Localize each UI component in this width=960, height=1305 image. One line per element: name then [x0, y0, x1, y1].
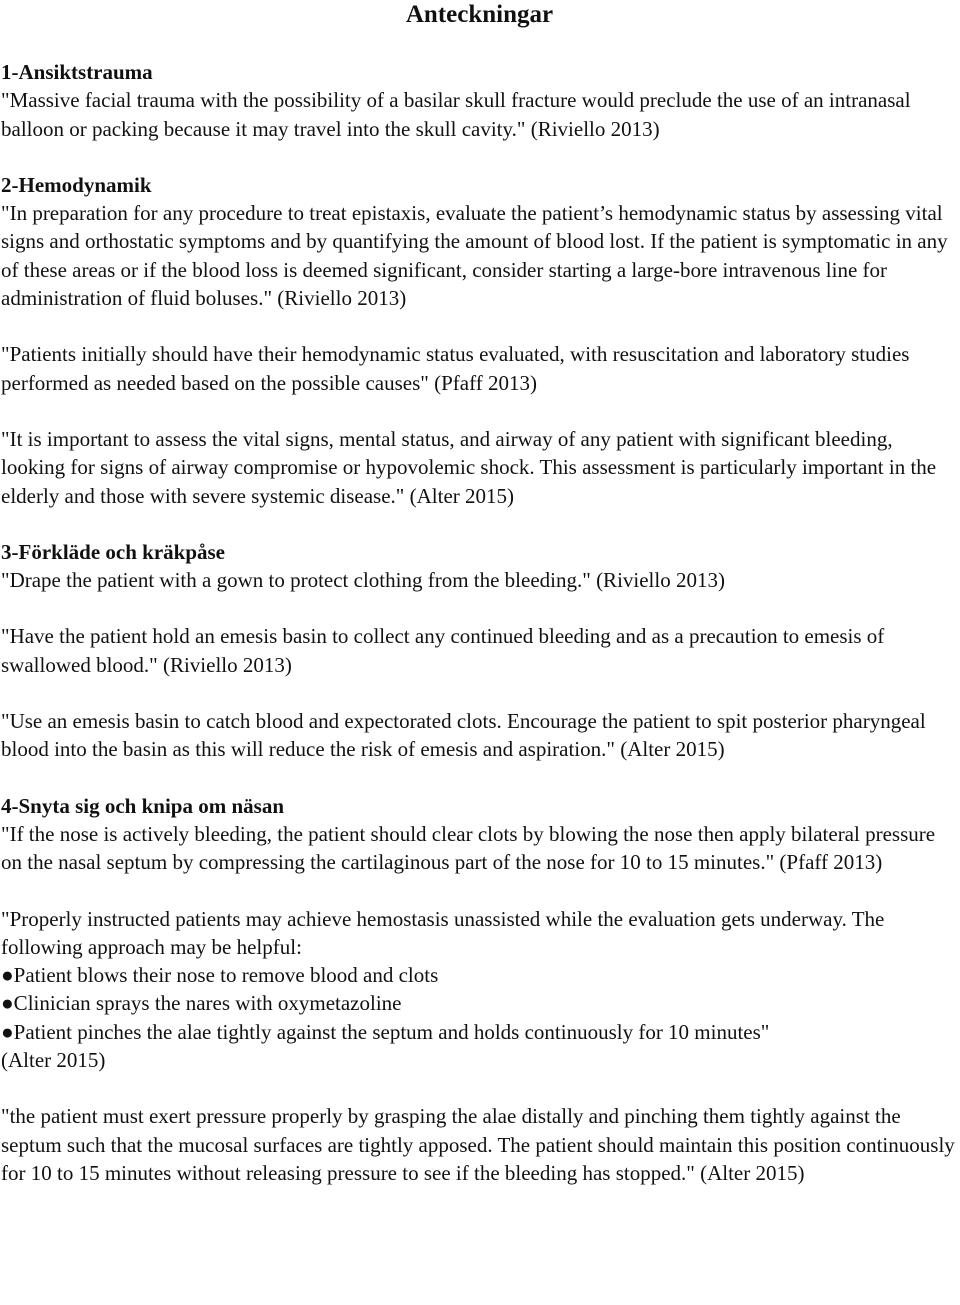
instruction-list-block: [1, 905, 958, 1075]
paragraph: "Massive facial trauma with the possibility of a basilar skull fracture would preclude the use of an intranasal balloon or packing because it may travel into the skull cavity." (Riviello 2013): [1, 88, 911, 141]
list-item: ●Patient blows their nose to remove blood and clots: [1, 963, 439, 988]
paragraph: "It is important to assess the vital signs, mental status, and airway of any patient with significant bleeding, looking for signs of airway compromise or hypovolemic shock. This assessment is particularly important in the elderly and those with severe systemic disease." (Alter 2015): [1, 426, 937, 508]
paragraph: "the patient must exert pressure properly by grasping the alae distally and pinching them tightly against the septum such that the mucosal surfaces are tightly apposed. The patient should maintain this position continuously for 10 to 15 minutes without releasing pressure to see if the bleeding has stopped." (Alter 2015): [1, 1104, 955, 1185]
spacer: [1, 764, 958, 792]
section-heading: 4-Snyta sig och knipa om näsan: [1, 793, 284, 818]
spacer: [1, 594, 958, 622]
section-snyta-sig: [1, 792, 958, 1188]
spacer: [1, 510, 958, 538]
section-ansiktstrauma: [1, 58, 958, 143]
spacer: [1, 877, 958, 905]
section-heading: 1-Ansiktstrauma: [1, 60, 153, 84]
paragraph: "Patients initially should have their hemodynamic status evaluated, with resuscitation and laboratory studies performed as needed based on the possible causes" (Pfaff 2013): [1, 342, 910, 395]
section-forklade-och-krakpase: [1, 538, 958, 764]
paragraph: "Use an emesis basin to catch blood and expectorated clots. Encourage the patient to spit posterior pharyngeal blood into the basin as this will reduce the risk of emesis and aspiration." (Alter 2015): [1, 709, 926, 762]
section-heading: 2-Hemodynamik: [1, 172, 152, 197]
spacer: [1, 312, 958, 340]
spacer: [1, 397, 958, 425]
section-heading: 3-Förkläde och kräkpåse: [1, 539, 226, 564]
spacer: [1, 1074, 958, 1102]
spacer: [1, 143, 958, 171]
spacer: [1, 30, 958, 58]
list-citation: (Alter 2015): [1, 1048, 106, 1073]
paragraph: "Drape the patient with a gown to protect clothing from the bleeding." (Riviello 2013): [1, 568, 725, 593]
spacer: [1, 679, 958, 707]
page-title: Anteckningar: [405, 1, 554, 28]
paragraph: "In preparation for any procedure to treat epistaxis, evaluate the patient’s hemodynamic status by assessing vital signs and orthostatic symptoms and by quantifying the amount of blood lost. If the patient is symptomatic in any of these areas or if the blood loss is deemed significant, consider starting a large-bore intravenous line for administration of fluid boluses." (Riviello 2013): [1, 201, 948, 311]
list-intro: "Properly instructed patients may achieve hemostasis unassisted while the evaluation gets underway. The following approach may be helpful:: [1, 906, 885, 959]
list-item: ●Clinician sprays the nares with oxymetazoline: [1, 991, 402, 1016]
section-hemodynamik: [1, 171, 958, 510]
paragraph: "Have the patient hold an emesis basin to collect any continued bleeding and as a precaution to emesis of swallowed blood." (Riviello 2013): [1, 624, 885, 677]
paragraph: "If the nose is actively bleeding, the patient should clear clots by blowing the nose then apply bilateral pressure on the nasal septum by compressing the cartilaginous part of the nose for 10 to 15 minutes." (Pfaff 2013): [1, 821, 936, 875]
list-item: ●Patient pinches the alae tightly against the septum and holds continuously for 10 minutes": [1, 1019, 770, 1044]
